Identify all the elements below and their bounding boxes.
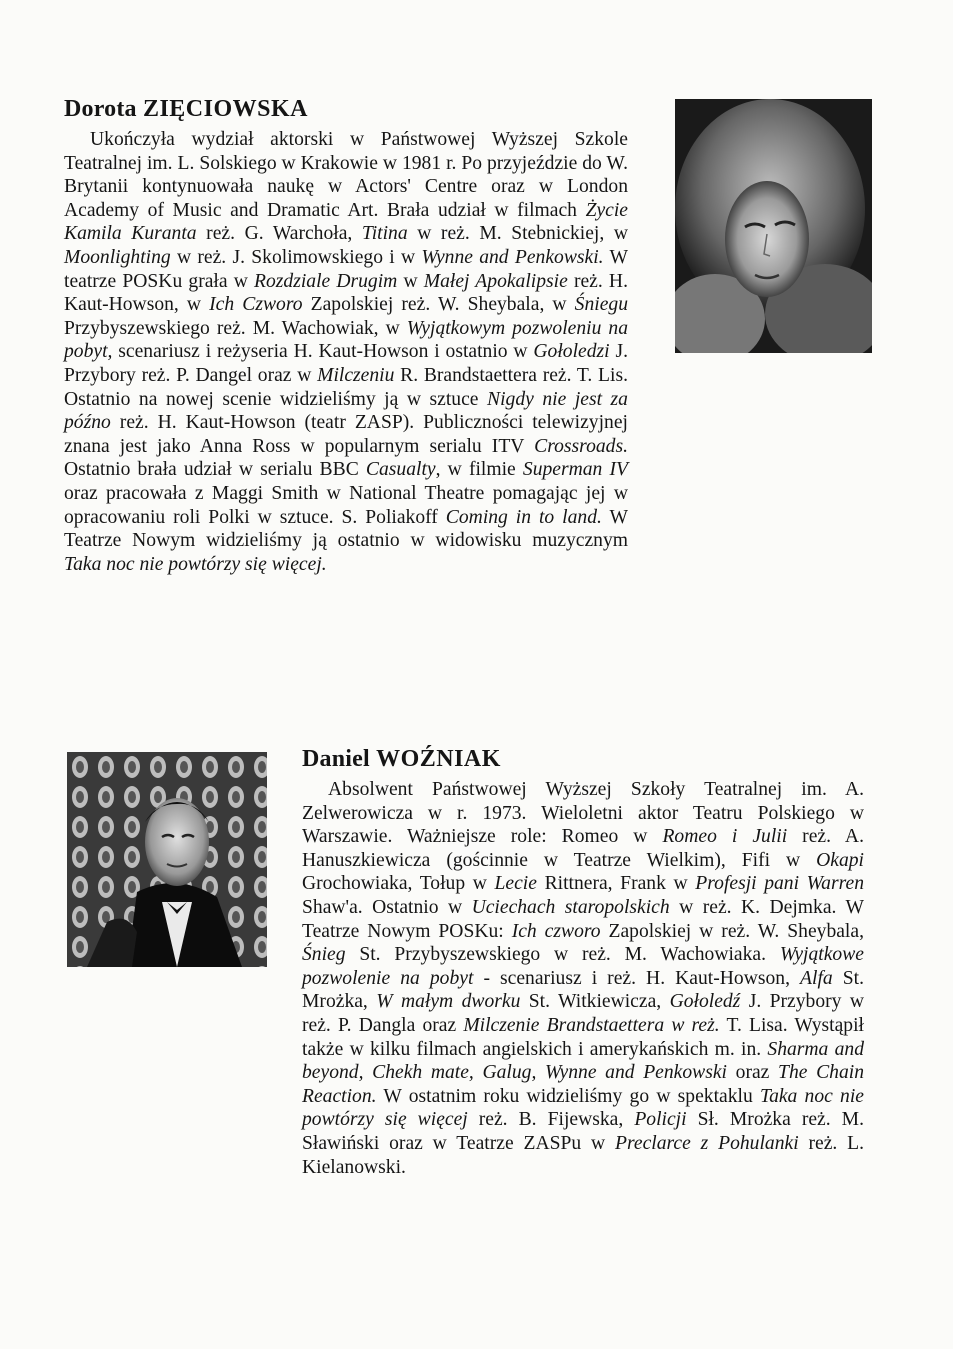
bio-text: Ukończyła wydział aktorski w Państwowej Wyższej Szkole Teatralnej im. L. Solskiego w Krakowie w 1981 r. Po przyjeździe do W. Brytanii kontynuowała naukę w Actors' Centre oraz w London Academy of Music and Dramatic Art. Brała udział w filmach Życie Kamila Kuranta reż. G. Warchoła, Titina w reż. M. Stebnickiej, w Moonlighting w reż. J. Skolimowskiego i w Wynne and Penkowski. W teatrze POSKu grała w Rozdziale Drugim w Małej Apokalipsie reż. H. Kaut-Howson, w Ich Czworo Zapolskiej reż. W. Sheybala, w Śniegu Przybyszewskiego reż. M. Wachowiak, w Wyjątkowym pozwoleniu na pobyt, scenariusz i reżyseria H. Kaut-Howson i ostatnio w Gołoledzi J. Przybory reż. P. Dangel oraz w Milczeniu R. Brandstaettera reż. T. Lis. Ostatnio na nowej scenie widzieliśmy ją w sztuce Nigdy nie jest za późno reż. H. Kaut-Howson (teatr ZASP). Publiczności telewizyjnej znana jest jako Anna Ross w popularnym serialu ITV Crossroads. Ostatnio brała udział w serialu BBC Casualty, w filmie Superman IV oraz pracowała z Maggi Smith w National Theatre pomagając jej w opracowaniu roli Polki w sztuce. S. Poliakoff Coming in to land. W Teatrze Nowym widzieliśmy ją ostatnio w widowisku muzycznym Taka noc nie powtórzy się więcej. xyxy=(64,129,629,575)
portrait-photo-daniel xyxy=(67,752,267,967)
first-name: Daniel xyxy=(302,746,370,772)
bio-daniel-wozniak xyxy=(302,744,864,1179)
bio-name-heading xyxy=(302,744,864,774)
bio-name-heading xyxy=(64,94,628,124)
first-name: Dorota xyxy=(64,96,137,122)
portrait-photo-dorota xyxy=(675,99,872,353)
surname: ZIĘCIOWSKA xyxy=(142,96,308,122)
surname: WOŹNIAK xyxy=(376,746,501,772)
bio-text: Absolwent Państwowej Wyższej Szkoły Teatralnej im. A. Zelwerowicza w r. 1973. Wieloletni aktor Teatru Polskiego w Warszawie. Ważniejsze role: Romeo w Romeo i Julii reż. A. Hanuszkiewicza (gościnnie w Teatrze Wielkim), Fifi w Okapi Grochowiaka, Tołup w Lecie Rittnera, Frank w Profesji pani Warren Shaw'a. Ostatnio w Uciechach staropolskich w reż. K. Dejmka. W Teatrze Nowym POSKu: Ich czworo Zapolskiej w reż. W. Sheybala, Śnieg St. Przybyszewskiego w reż. M. Wachowiaka. Wyjątkowe pozwolenie na pobyt - scenariusz i reż. H. Kaut-Howson, Alfa St. Mrożka, W małym dworku St. Witkiewicza, Gołoledź J. Przybory w reż. P. Dangla oraz Milczenie Brandstaettera w reż. T. Lisa. Wystąpił także w kilku filmach angielskich i amerykańskich m. in. Sharma and beyond, Chekh mate, Galug, Wynne and Penkowski oraz The Chain Reaction. W ostatnim roku widzieliśmy go w spektaklu Taka noc nie powtórzy się więcej reż. B. Fijewska, Policji Sł. Mrożka reż. M. Sławiński oraz w Teatrze ZASPu w Preclarce z Pohulanki reż. L. Kielanowski. xyxy=(302,779,865,1178)
bio-dorota-zieciowska xyxy=(64,94,628,576)
